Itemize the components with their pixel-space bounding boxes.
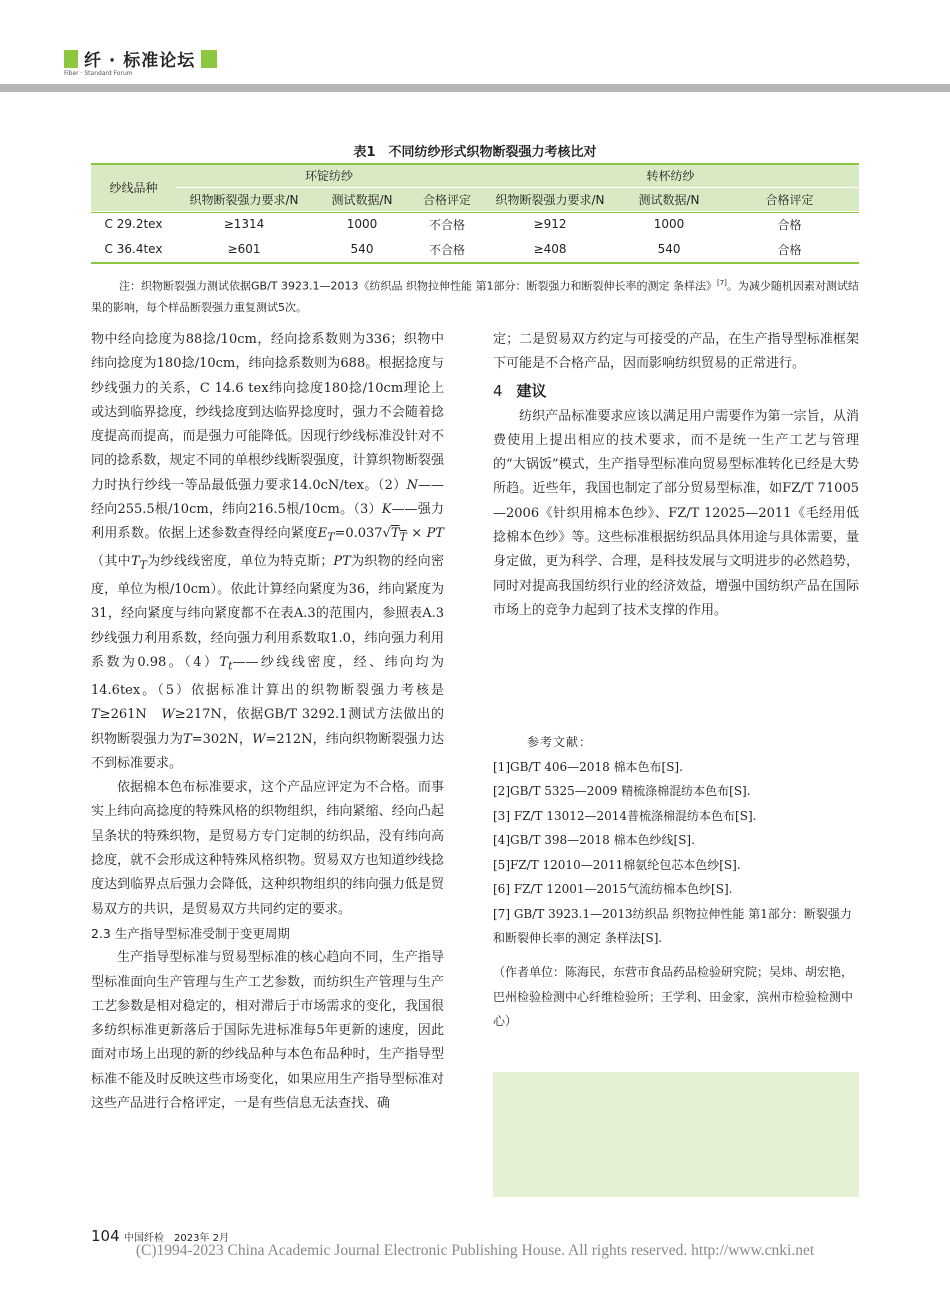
copyright-line: (C)1994-2023 China Academic Journal Electronic Publishing House. All rights reserved. http://www.cnki.net — [135, 1242, 815, 1259]
subheader-evaluation: 合格评定 — [412, 187, 482, 211]
cell-ring-requirement: ≥1314 — [223, 217, 265, 231]
cell-ring-test: 1000 — [346, 217, 378, 231]
logo-square-right — [201, 50, 217, 68]
cell-ring-eval: 不合格 — [429, 217, 466, 232]
table-bottom-rule — [91, 262, 859, 264]
subheader-requirement: 织物断裂强力要求/N — [482, 187, 618, 211]
citation-ref[interactable]: [7] — [716, 279, 727, 287]
paragraph: 纺织产品标准要求应该以满足用户需要作为第一宗旨，从消费使用上提出相应的技术要求，而不是统一生产工艺与管理的“大锅饭”模式，生产指导型标准向贸易型标准转化已经是大势所趋。近些年，我国也制定了部分贸易型标准，如FZ/T 71005—2006《针织用棉本色纱》、FZ/T 12025—2011《毛经用低捻棉本色纱》等。这些标准根据纺织品具体用途与具体需要，量身定做，更为科学、合理，是科技发展与文明进步的必然趋势，同时对提高我国纺织行业的经济效益，增强中国纺织产品在国际市场上的竞争力起到了技术支撑的作用。 — [493, 408, 859, 618]
logo-square-left — [64, 50, 78, 68]
journal-section-title: 纤 · 标准论坛 — [84, 51, 196, 71]
table-row — [91, 237, 859, 261]
subheader-test-data: 测试数据/N — [312, 187, 412, 211]
references-title: 参考文献： — [527, 735, 593, 749]
cell-ring-eval: 不合格 — [429, 242, 466, 257]
table-header-rule — [91, 212, 859, 213]
header-yarn-type: 纱线品种 — [91, 163, 176, 211]
subheader-requirement: 织物断裂强力要求/N — [176, 187, 312, 211]
cell-rotor-test: 1000 — [653, 217, 685, 231]
paragraph: 物中经向捻度为88捻/10cm，经向捻系数则为336；织物中纬向捻度为180捻/10cm，纬向捻系数则为688。根据捻度与纱线强力的关系，C 14.6 tex纬向捻度180捻/10cm理论上或达到临界捻度，纱线捻度到达临界捻度时，强力不会随着捻度提高而提高，而是强力可能降低。因现行纱线标准没针对不同的捻系数，规定不同的单根纱线断裂强度，计算织物断裂强力时执行纱线一等品最低强力要求14.0cN/tex。（2）N——经向255.5根/10cm，纬向216.5根/10cm。（3）K——强力利用系数。依据上述参数查得经向紧度$E_T=0.037√T_T \times PT$（其中$T_T$为纱线线密度，单位为特克斯；PT为织物的经向密度，单位为根/10cm）。依此计算经向紧度为36，纬向紧度为31，经向紧度与纬向紧度都不在表A.3的范围内，参照表A.3 纱线强力利用系数，经向强力利用系数取1.0，纬向强力利用系数为0.98。$(4)T_t——$纱线线密度，经、纬向均为14.6tex。（5）依据标准计算出的织物断裂强力考核是T≥261N W≥217N，依据GB/T 3292.1测试方法做出的织物断裂强力为T=302N，W=212N，纬向织物断裂强力达不到标准要求。 — [91, 332, 444, 771]
header-divider-band — [0, 84, 950, 92]
paragraph: 生产指导型标准与贸易型标准的核心趋向不同，生产指导型标准面向生产管理与生产工艺参数，而纺织生产管理与生产工艺参数是相对稳定的，相对滞后于市场需求的变化，我国很多纺织标准更新落后于国际先进标准每5年更新的速度，因此面对市场上出现的新的纱线品种与本色布品种时，生产指导型标准不能及时反映这些市场变化，如果应用生产指导型标准对这些产品进行合格评定，一是有些信息无法查找、确 — [91, 950, 444, 1111]
reference-item: [2]GB/T 5325—2009 精梳涤棉混纺本色布[S]. — [493, 784, 751, 798]
left-column — [91, 328, 444, 1116]
cell-ring-requirement: ≥601 — [227, 242, 261, 256]
section-heading: 2.3 生产指导型标准受制于变更周期 — [91, 925, 290, 941]
reference-item: [5]FZ/T 12010—2011棉氨纶包芯本色纱[S]. — [493, 857, 741, 872]
reference-item: [1]GB/T 406—2018 棉本色布[S]. — [493, 759, 683, 774]
decorative-green-box — [493, 1072, 859, 1197]
references — [493, 730, 859, 951]
cell-rotor-eval: 合格 — [777, 217, 802, 232]
reference-item: [3] FZ/T 13012—2014普梳涤棉混纺本色布[S]. — [493, 808, 757, 823]
paragraph: 依据棉本色布标准要求，这个产品应评定为不合格。而事实上纬向高捻度的特殊风格的织物组织，纬向紧缩、经向凸起呈条状的特殊织物，是贸易方专门定制的纺织品，没有纬向高捻度，就不会形成这种特殊风格织物。贸易双方也知道纱线捻度达到临界点后强力会降低，这种织物组织的纬向强力低是贸易双方的共识，是贸易双方共同约定的要求。 — [91, 780, 444, 917]
cell-ring-test: 540 — [350, 242, 374, 256]
subheader-evaluation: 合格评定 — [720, 187, 859, 211]
table-subheader-rule — [176, 187, 859, 188]
reference-item: [4]GB/T 398—2018 棉本色纱线[S]. — [493, 833, 695, 847]
cell-yarn: C 29.2tex — [104, 217, 163, 231]
subheader-test-data: 测试数据/N — [618, 187, 720, 211]
section-heading: 4 建议 — [493, 381, 547, 400]
header-ring-spinning: 环锭纺纱 — [176, 163, 482, 187]
header-rotor-spinning: 转杯纺纱 — [482, 163, 859, 187]
journal-section-subtitle: Fiber · Standard Forum — [64, 70, 133, 77]
journal-info: 中国纤检 2023年 2月 — [124, 1233, 229, 1244]
table-caption: 表1 不同纺纱形式织物断裂强力考核比对 — [353, 145, 597, 160]
cell-yarn: C 36.4tex — [104, 242, 163, 256]
paragraph: 定；二是贸易双方约定与可接受的产品，在生产指导型标准框架下可能是不合格产品，因而影响纺织贸易的正常进行。 — [493, 332, 859, 372]
cell-rotor-test: 540 — [657, 242, 681, 256]
reference-item: [6] FZ/T 12001—2015气流纺棉本色纱[S]. — [493, 882, 733, 896]
table-subheader-row — [91, 187, 859, 211]
table-note: 注：织物断裂强力测试依据GB/T 3923.1—2013《纺织品 织物拉伸性能 第1部分：断裂强力和断裂伸长率的测定 条样法》[7]。为减少随机因素对测试结果的影响，每个样品断裂强力重复测试5次。 — [91, 279, 859, 314]
reference-item: [7] GB/T 3923.1—2013纺织品 织物拉伸性能 第1部分：断裂强力和断裂伸长率的测定 条样法[S]. — [493, 906, 852, 945]
table-row — [91, 211, 859, 237]
cell-rotor-requirement: ≥408 — [533, 242, 567, 256]
right-column — [493, 328, 859, 623]
table-top-rule — [91, 163, 859, 165]
page-number: 104 — [91, 1227, 120, 1245]
cell-rotor-requirement: ≥912 — [533, 217, 567, 231]
table-header-row — [91, 163, 859, 187]
cell-rotor-eval: 合格 — [777, 242, 802, 257]
author-affiliation: （作者单位：陈海民，东营市食品药品检验研究院；吴炜、胡宏艳，巴州检验检测中心纤维检验所；王学利、田金家，滨州市检验检测中心） — [493, 965, 854, 1028]
